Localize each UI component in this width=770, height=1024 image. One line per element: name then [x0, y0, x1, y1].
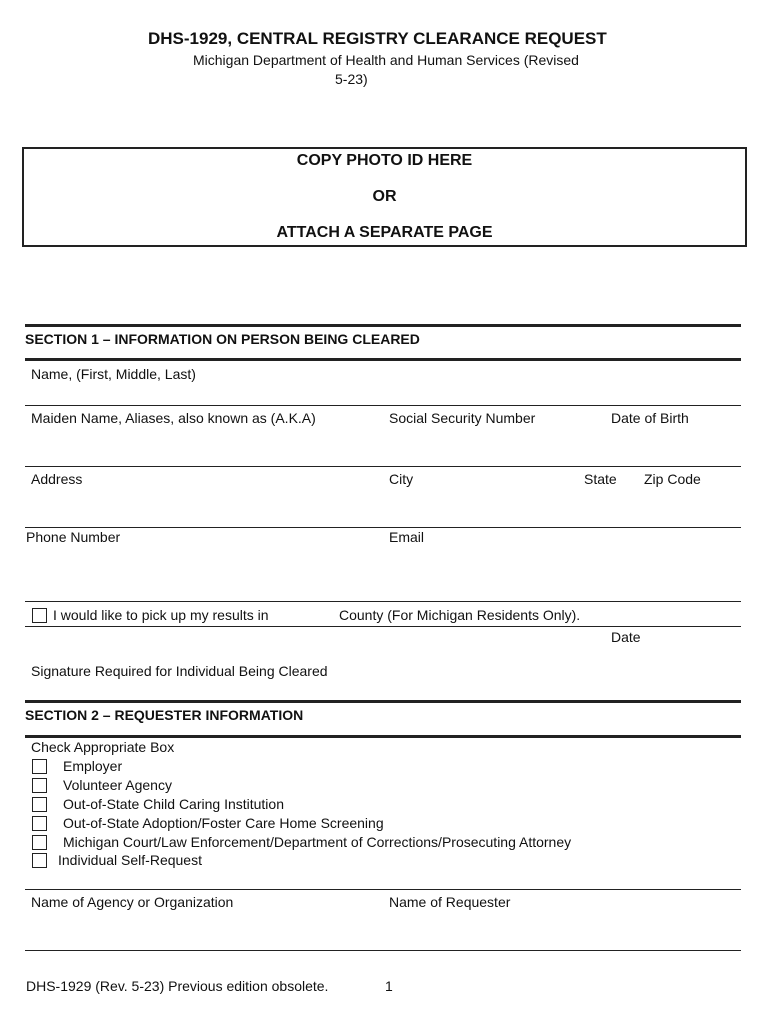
address-row-line [25, 527, 741, 528]
address-field-label[interactable]: Address [31, 471, 83, 487]
phone-row-line [25, 601, 741, 602]
individual-self-request-option-label: Individual Self-Request [58, 852, 202, 868]
email-field-label[interactable]: Email [389, 529, 425, 545]
requester-row-line [25, 950, 741, 951]
section2-heading-rule [25, 735, 741, 738]
employer-option-label: Employer [63, 758, 123, 774]
agency-field-label[interactable]: Name of Agency or Organization [31, 894, 234, 910]
form-subtitle: Michigan Department of Health and Human Services (Revised [193, 52, 579, 68]
requester-options-line [25, 889, 741, 890]
pickup-row-line [25, 626, 741, 627]
signature-field-label[interactable]: Signature Required for Individual Being Cleared [31, 663, 328, 679]
individual-self-request-checkbox[interactable] [32, 853, 47, 868]
section2-heading: SECTION 2 – REQUESTER INFORMATION [25, 707, 304, 723]
photo-id-box [22, 147, 747, 247]
signature-date-label: Date [611, 629, 641, 645]
pickup-checkbox[interactable] [32, 608, 47, 623]
zip-field-label[interactable]: Zip Code [644, 471, 701, 487]
state-field-label[interactable]: State [584, 471, 617, 487]
photo-box-line2: OR [372, 188, 397, 205]
form-subtitle-revision: 5-23) [335, 71, 368, 87]
out-of-state-child-caring-checkbox[interactable] [32, 797, 47, 812]
out-of-state-adoption-option-label: Out-of-State Adoption/Foster Care Home Screening [63, 815, 384, 831]
phone-field-label[interactable]: Phone Number [26, 529, 121, 545]
michigan-court-option-label: Michigan Court/Law Enforcement/Department of Corrections/Prosecuting Attorney [63, 834, 572, 850]
footer-edition: DHS-1929 (Rev. 5-23) Previous edition obsolete. [26, 978, 329, 994]
city-field-label[interactable]: City [389, 471, 414, 487]
volunteer-agency-checkbox[interactable] [32, 778, 47, 793]
section1-heading-rule [25, 358, 741, 361]
check-box-instruction: Check Appropriate Box [31, 739, 175, 755]
photo-box-line3: ATTACH A SEPARATE PAGE [276, 224, 493, 241]
maiden-name-field-label[interactable]: Maiden Name, Aliases, also known as (A.K.A) [31, 410, 316, 426]
michigan-court-checkbox[interactable] [32, 835, 47, 850]
maiden-row-line [25, 466, 741, 467]
employer-checkbox[interactable] [32, 759, 47, 774]
volunteer-agency-option-label: Volunteer Agency [63, 777, 172, 793]
requester-field-label[interactable]: Name of Requester [389, 894, 511, 910]
dob-field-label[interactable]: Date of Birth [611, 410, 689, 426]
out-of-state-child-caring-option-label: Out-of-State Child Caring Institution [63, 796, 284, 812]
section1-top-rule [25, 324, 741, 327]
section1-heading: SECTION 1 – INFORMATION ON PERSON BEING CLEARED [25, 331, 420, 347]
county-label: County (For Michigan Residents Only). [339, 607, 581, 623]
ssn-field-label[interactable]: Social Security Number [389, 410, 536, 426]
name-field-line [25, 405, 741, 406]
photo-box-line1: COPY PHOTO ID HERE [296, 152, 473, 169]
pickup-label: I would like to pick up my results in [53, 607, 269, 623]
out-of-state-adoption-checkbox[interactable] [32, 816, 47, 831]
page-number: 1 [385, 978, 393, 994]
name-field-label[interactable]: Name, (First, Middle, Last) [31, 366, 196, 382]
form-title: DHS-1929, CENTRAL REGISTRY CLEARANCE REQUEST [148, 29, 607, 48]
section2-top-rule [25, 700, 741, 703]
